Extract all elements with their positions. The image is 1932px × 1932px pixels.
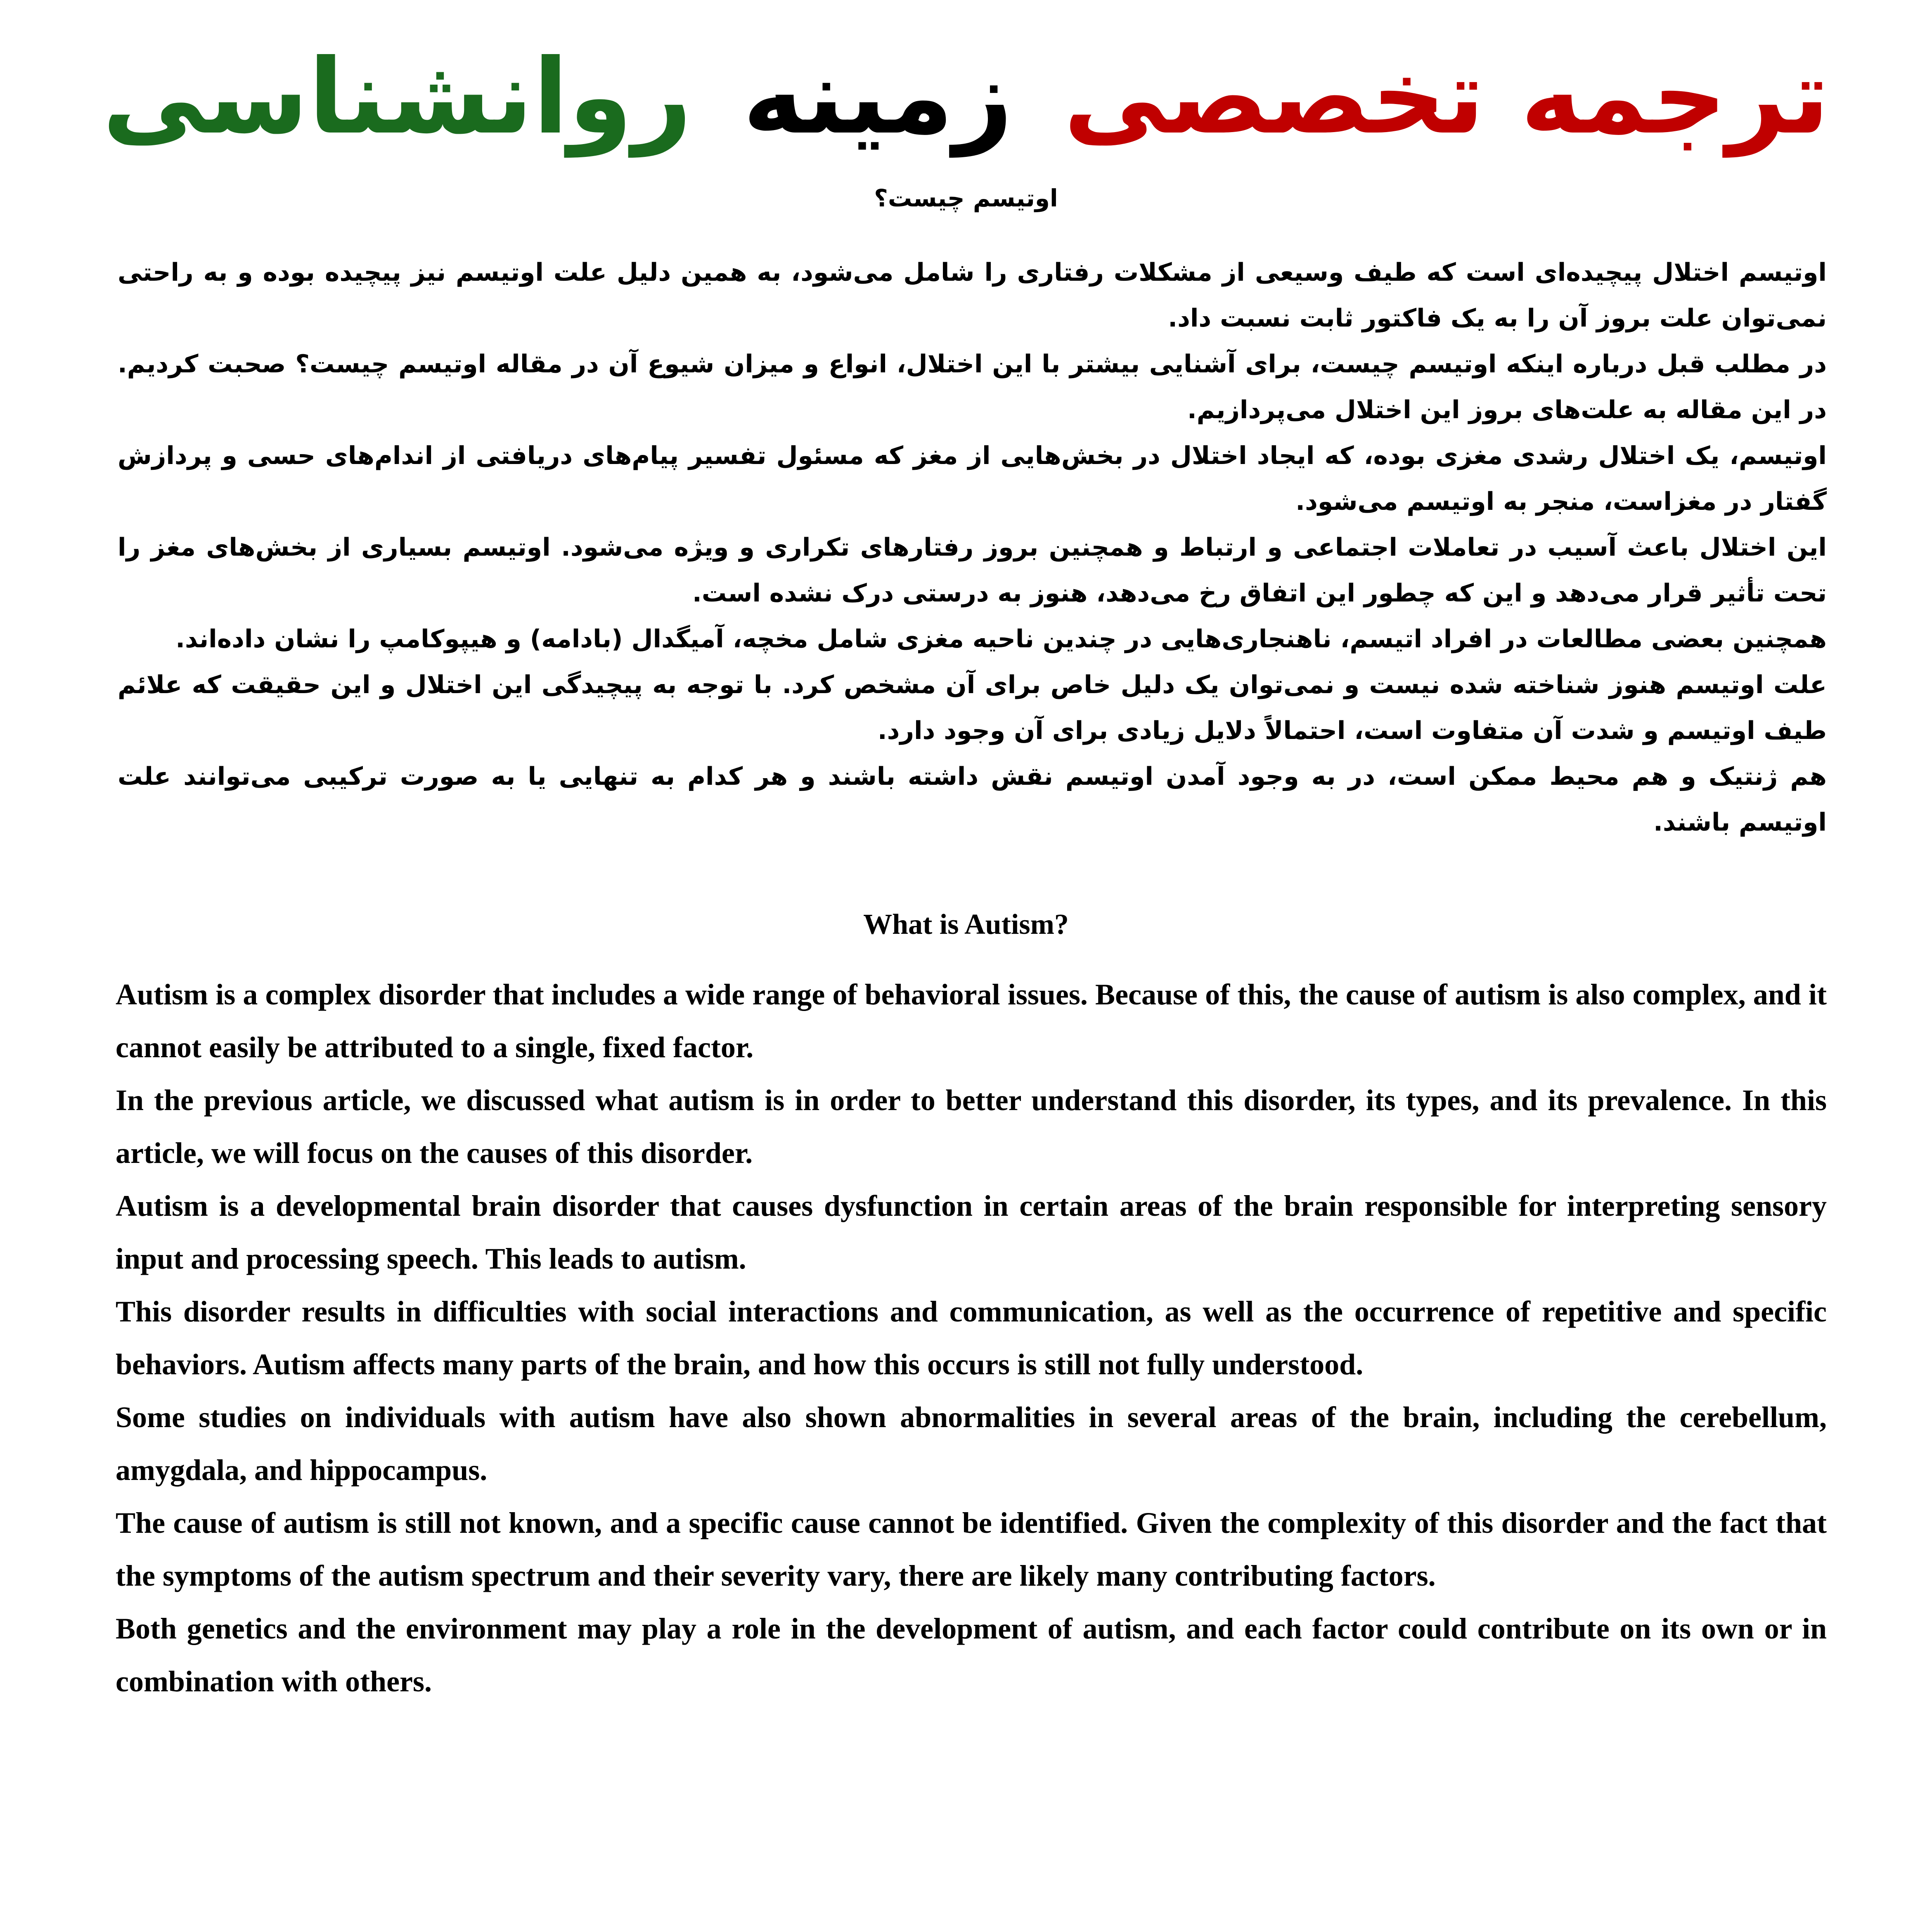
persian-heading: اوتیسم چیست؟ <box>874 184 1058 212</box>
persian-body <box>118 250 1827 845</box>
persian-paragraph: هم ژنتیک و هم محیط ممکن است، در به وجود آمدن اوتیسم نقش داشته باشند و هر کدام به تنهایی یا به صورت ترکیبی می‌توانند علت اوتیسم باشند. <box>118 762 1827 837</box>
english-paragraph: Autism is a developmental brain disorder that causes dysfunction in certain areas of the brain responsible for interpreting sensory input and processing speech. This leads to autism. <box>116 1189 1827 1275</box>
persian-paragraph: اوتیسم، یک اختلال رشدی مغزی بوده، که ایجاد اختلال در بخش‌هایی از مغز که مسئول تفسیر پیام‌های دریافتی از اندام‌های حسی و پردازش گفتار در مغزاست، منجر به اوتیسم می‌شود. <box>118 441 1827 516</box>
english-paragraph: This disorder results in difficulties with social interactions and communication, as well as the occurrence of repetitive and specific behaviors. Autism affects many parts of the brain, and how this occurs is still not fully understood. <box>116 1295 1827 1381</box>
persian-paragraph: همچنین بعضی مطالعات در افراد اتیسم، ناهنجاری‌هایی در چندین ناحیه مغزی شامل مخچه، آمیگدال (بادامه) و هیپوکامپ را نشان داده‌اند. <box>175 625 1827 653</box>
persian-paragraph: علت اوتیسم هنوز شناخته شده نیست و نمی‌توان یک دلیل خاص برای آن مشخص کرد. با توجه به پیچیدگی این اختلال و این حقیقت که علائم طیف اوتیسم و شدت آن متفاوت است، احتمالاً دلایل زیادی برای آن وجود دارد. <box>118 670 1827 745</box>
persian-paragraph: در مطلب قبل درباره اینکه اوتیسم چیست، برای آشنایی بیشتر با این اختلال، انواع و میزان شیوع آن در مقاله اوتیسم چیست؟ صحبت کردیم. در این مقاله به علت‌های بروز این اختلال می‌پردازیم. <box>118 350 1827 424</box>
english-paragraph: Autism is a complex disorder that includes a wide range of behavioral issues. Because of this, the cause of autism is also complex, and it cannot easily be attributed to a single, fixed factor. <box>116 978 1827 1064</box>
english-paragraph: The cause of autism is still not known, and a specific cause cannot be identified. Given the complexity of this disorder and the fact that the symptoms of the autism spectrum and their severity vary, there are likely many contributing factors. <box>116 1506 1827 1592</box>
english-paragraph: Some studies on individuals with autism have also shown abnormalities in several areas of the brain, including the cerebellum, amygdala, and hippocampus. <box>116 1401 1827 1487</box>
title-part-translation: ترجمه تخصصی <box>1063 37 1830 157</box>
persian-paragraph: اوتیسم اختلال پیچیده‌ای است که طیف وسیعی از مشکلات رفتاری را شامل می‌شود، به همین دلیل علت اوتیسم نیز پیچیده بوده و به راحتی نمی‌توان علت بروز آن را به یک فاکتور ثابت نسبت داد. <box>118 258 1827 333</box>
english-paragraph: In the previous article, we discussed what autism is in order to better understand this disorder, its types, and its prevalence. In this article, we will focus on the causes of this disorder. <box>116 1084 1827 1170</box>
title-part-psychology: روانشناسی <box>102 37 692 157</box>
persian-paragraph: این اختلال باعث آسیب در تعاملات اجتماعی و ارتباط و همچنین بروز رفتارهای تکراری و ویژه می‌شود. اوتیسم بسیاری از بخش‌های مغز را تحت تأثیر قرار می‌دهد و این که چطور این اتفاق رخ می‌دهد، هنوز به درستی درک نشده است. <box>118 533 1827 608</box>
english-heading: What is Autism? <box>863 909 1069 940</box>
english-body <box>116 968 1827 1708</box>
title-part-field: زمینه <box>743 37 1013 157</box>
page-title <box>0 29 1932 165</box>
english-paragraph: Both genetics and the environment may play a role in the development of autism, and each factor could contribute on its own or in combination with others. <box>116 1612 1827 1698</box>
